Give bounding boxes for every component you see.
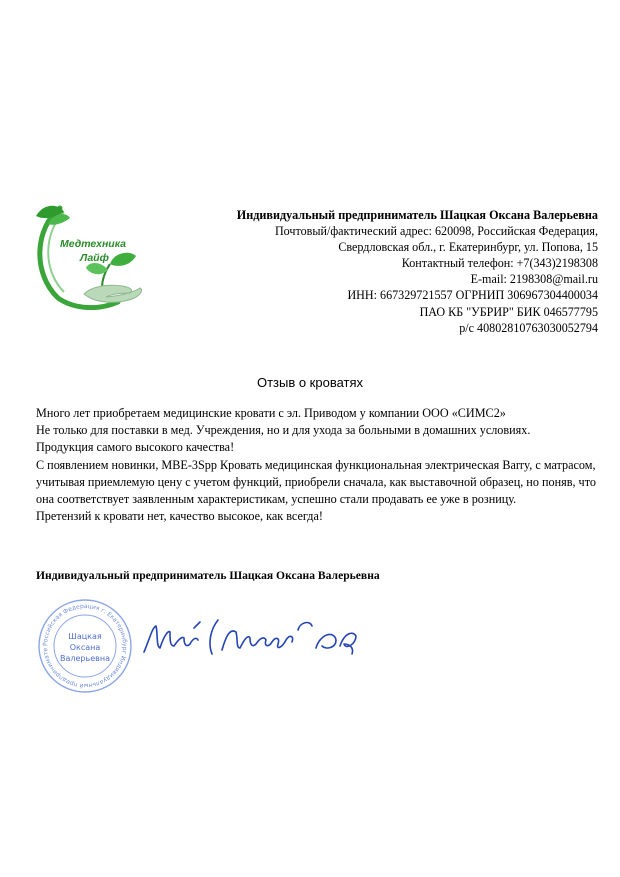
svg-text:Российская Федерация г. Екатер: Российская Федерация г. Екатеринбург Индивидуальный предпринимате [41, 602, 129, 690]
body-paragraph: Претензий к кровати нет, качество высокое, как всегда! [36, 509, 323, 524]
company-logo [30, 198, 148, 310]
handwritten-signature [140, 610, 370, 662]
svg-text:Оксана: Оксана [69, 643, 101, 652]
letterhead [237, 207, 598, 336]
body-paragraph: Много лет приобретаем медицинские кровати с эл. Приводом у компании ООО «СИМС2» [36, 406, 506, 420]
logo-text-line2: Лайф [80, 252, 109, 264]
stamp [35, 596, 135, 696]
body-paragraph: Не только для поставки в мед. Учреждения, но и для ухода за больными в домашних условиях. [36, 423, 531, 438]
entrepreneur-name: Индивидуальный предприниматель Шацкая Оксана Валерьевна [236, 208, 598, 222]
logo-text-line1: Медтехника [60, 238, 126, 250]
body-paragraph: С появлением новинки, МВЕ-3Spp Кровать медицинская функциональная электрическая Barry, с матрасом, учитывая приемлемую цену с учетом функций, приобрели сначала, как выставочной образец, но поняв, что она соответствует заявленным характеристикам, успешно стали продавать ее уже в розницу. [36, 457, 596, 507]
address-line-1: Почтовый/фактический адрес: 620098, Российская Федерация, [274, 224, 598, 239]
review-body [36, 405, 596, 525]
email: E-mail: 2198308@mail.ru [470, 272, 598, 287]
svg-text:Валерьевна: Валерьевна [60, 654, 110, 663]
signatory-name: Индивидуальный предприниматель Шацкая Оксана Валерьевна [36, 569, 380, 582]
signature-icon [140, 610, 370, 662]
address-line-2: Свердловская обл., г. Екатеринбург, ул. Попова, 15 [338, 240, 598, 255]
body-paragraph: Продукция самого высокого качества! [36, 440, 235, 455]
bank: ПАО КБ "УБРИР" БИК 046577795 [419, 304, 598, 319]
phone: Контактный телефон: +7(343)2198308 [401, 256, 598, 271]
svg-text:Шацкая: Шацкая [68, 632, 102, 641]
round-seal-icon [35, 596, 135, 696]
bank-account: р/с 40802810763030052794 [459, 320, 598, 335]
document-title: Отзыв о кроватях [256, 375, 364, 390]
inn-ogrnip: ИНН: 667329721557 ОГРНИП 306967304400034 [347, 288, 598, 303]
